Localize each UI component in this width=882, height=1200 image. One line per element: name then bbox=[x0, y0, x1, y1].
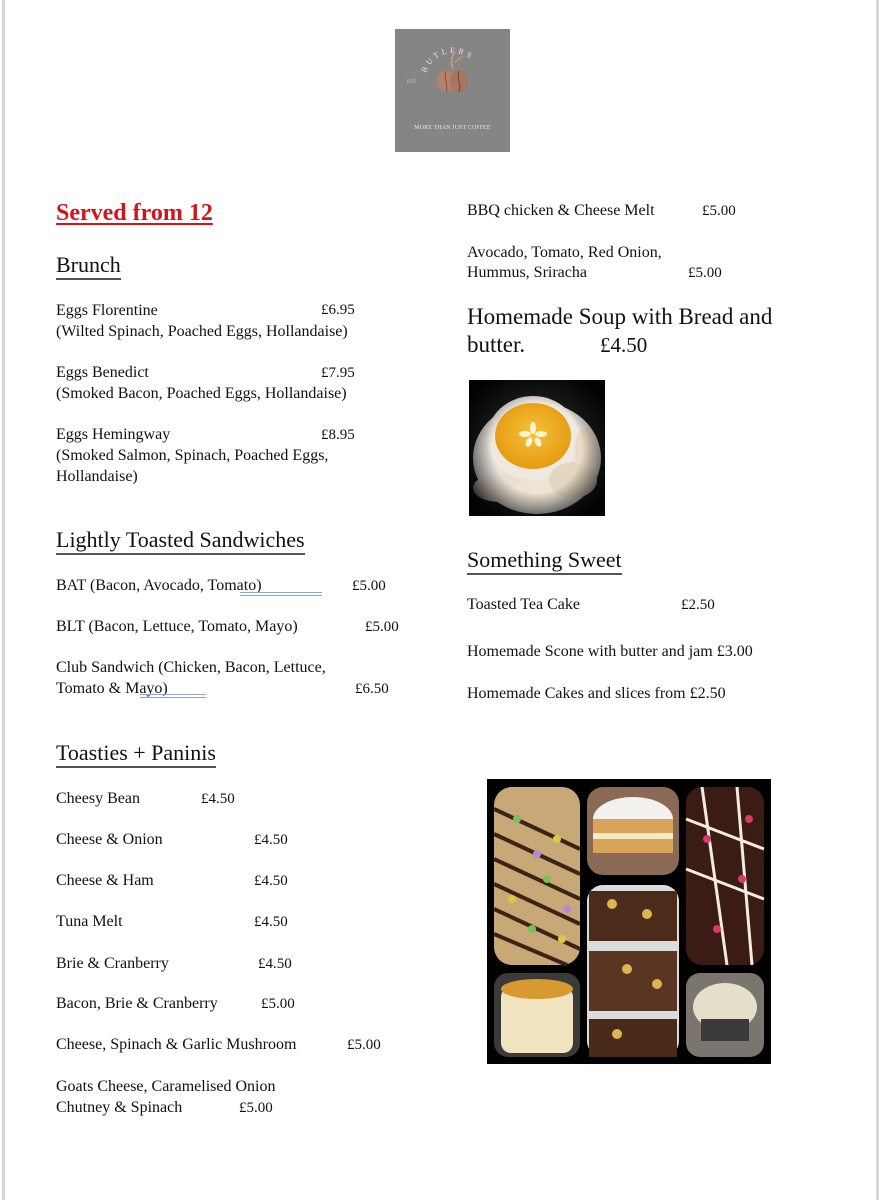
menu-item-name: Cheese & Onion bbox=[56, 831, 163, 848]
menu-item-name: Club Sandwich (Chicken, Bacon, Lettuce, bbox=[56, 659, 326, 676]
soup-title: Homemade Soup with Bread and bbox=[467, 304, 773, 329]
butlers-logo bbox=[395, 29, 510, 152]
soup-title: butter. bbox=[467, 332, 526, 357]
menu-item-description: (Smoked Bacon, Poached Eggs, Hollandaise) bbox=[56, 385, 347, 402]
menu-item-text: Homemade Scone with butter and jam £3.00 bbox=[467, 643, 753, 660]
menu-item-price: £4.50 bbox=[254, 832, 288, 848]
menu-item-price: £7.95 bbox=[321, 365, 355, 381]
menu-item-name: Tomato & Mayo) bbox=[56, 680, 168, 697]
menu-item-price: £5.00 bbox=[688, 265, 722, 281]
menu-item-price: £5.00 bbox=[702, 203, 736, 219]
menu-item-name: Cheesy Bean bbox=[56, 790, 140, 807]
brunch-heading: Brunch bbox=[56, 253, 121, 280]
menu-item-name: Brie & Cranberry bbox=[56, 955, 169, 972]
menu-item-price: £4.50 bbox=[254, 873, 288, 889]
menu-item-description: (Wilted Spinach, Poached Eggs, Hollandaise) bbox=[56, 323, 348, 340]
menu-item-description: Hollandaise) bbox=[56, 468, 138, 485]
svg-text:BUTLERS: BUTLERS bbox=[419, 45, 477, 74]
cakes-collage-photo bbox=[487, 779, 771, 1064]
menu-item-name: Eggs Hemingway bbox=[56, 426, 171, 443]
menu-item-name: Cheese & Ham bbox=[56, 872, 154, 889]
menu-item-name: Chutney & Spinach bbox=[56, 1099, 183, 1116]
menu-item-price: £4.50 bbox=[201, 791, 235, 807]
menu-item-price: £2.50 bbox=[681, 597, 715, 613]
menu-item-price: £5.00 bbox=[261, 996, 295, 1012]
spellcheck-underline bbox=[140, 694, 206, 698]
coffee-bean-logo-icon bbox=[395, 29, 510, 124]
menu-item-name: Cheese, Spinach & Garlic Mushroom bbox=[56, 1036, 297, 1053]
menu-item-price: £8.95 bbox=[321, 427, 355, 443]
served-from-heading: Served from 12 bbox=[56, 200, 213, 226]
menu-item-description: (Smoked Salmon, Spinach, Poached Eggs, bbox=[56, 447, 329, 464]
menu-item-price: £6.50 bbox=[355, 681, 389, 697]
menu-item-price: £5.00 bbox=[239, 1100, 273, 1116]
something-sweet-heading: Something Sweet bbox=[467, 548, 622, 575]
menu-item-price: £4.50 bbox=[254, 914, 288, 930]
menu-item-price: £6.95 bbox=[321, 302, 355, 318]
menu-item-name: Goats Cheese, Caramelised Onion bbox=[56, 1078, 276, 1095]
soup-price: £4.50 bbox=[600, 333, 648, 357]
menu-item-price: £4.50 bbox=[258, 956, 292, 972]
menu-item-name: BLT (Bacon, Lettuce, Tomato, Mayo) bbox=[56, 618, 298, 635]
menu-item-name: Hummus, Sriracha bbox=[467, 264, 587, 281]
menu-item-name: BBQ chicken & Cheese Melt bbox=[467, 202, 655, 219]
menu-item-name: Avocado, Tomato, Red Onion, bbox=[467, 244, 662, 261]
menu-item-name: Eggs Florentine bbox=[56, 302, 158, 319]
menu-item-name: BAT (Bacon, Avocado, Tomato) bbox=[56, 577, 262, 594]
menu-item-name: Bacon, Brie & Cranberry bbox=[56, 995, 218, 1012]
menu-item-name: Toasted Tea Cake bbox=[467, 596, 580, 613]
menu-item-text: Homemade Cakes and slices from £2.50 bbox=[467, 685, 726, 702]
logo-tagline: MORE THAN JUST COFFEE bbox=[414, 125, 491, 131]
page-edge-right bbox=[876, 0, 879, 1200]
sandwiches-heading: Lightly Toasted Sandwiches bbox=[56, 528, 305, 555]
soup-photo bbox=[469, 380, 605, 516]
spellcheck-underline bbox=[240, 592, 322, 596]
menu-item-price: £5.00 bbox=[365, 619, 399, 635]
toasties-heading: Toasties + Paninis bbox=[56, 741, 216, 768]
svg-text:EST.: EST. bbox=[407, 80, 417, 85]
menu-item-name: Tuna Melt bbox=[56, 913, 123, 930]
page-edge-left bbox=[2, 0, 5, 1200]
menu-item-price: £5.00 bbox=[352, 578, 386, 594]
menu-item-name: Eggs Benedict bbox=[56, 364, 149, 381]
menu-item-price: £5.00 bbox=[347, 1037, 381, 1053]
